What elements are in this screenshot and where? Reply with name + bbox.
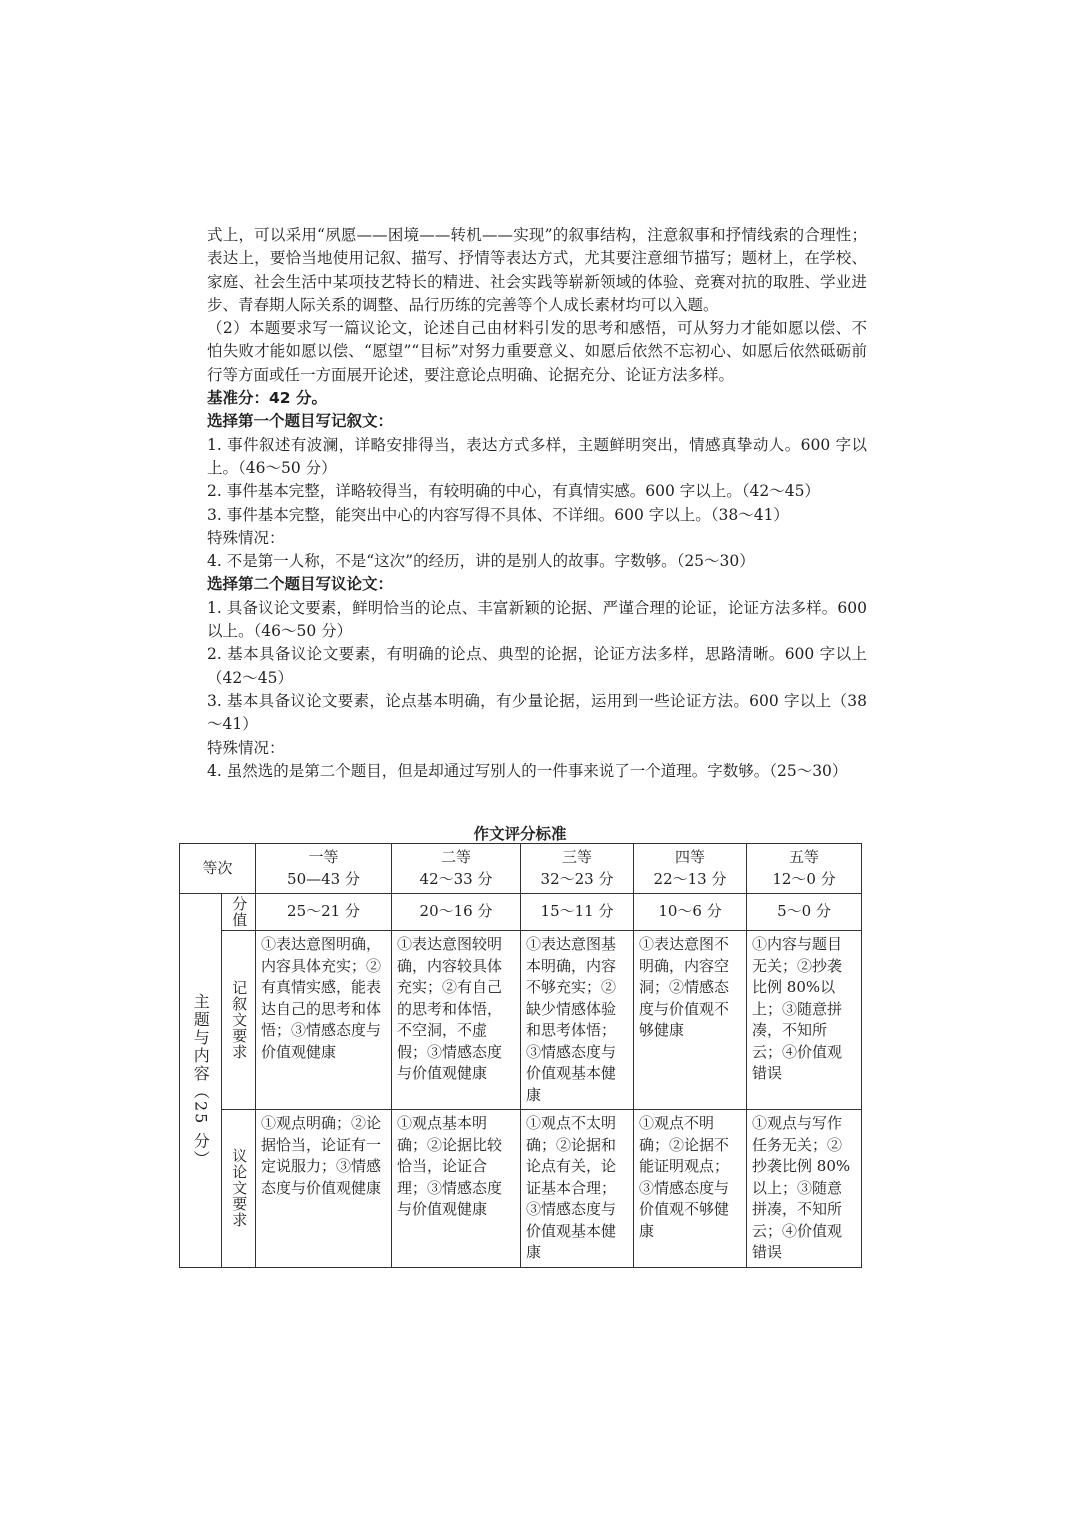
narrative-item-3: 3. 事件基本完整，能突出中心的内容写得不具体、不详细。600 字以上。（38～41） (207, 505, 789, 524)
argument-req-cell: ①观点不太明确；②论据和论点有关，论证基本合理；③情感态度与价值观基本健康 (521, 1110, 634, 1268)
grade-cell (634, 844, 747, 894)
side-label: 主题与内容（25 分） (191, 992, 211, 1168)
argument-req-row (180, 1110, 862, 1268)
score-cell: 20～16 分 (392, 894, 521, 931)
grade-cell (747, 844, 862, 894)
narrative-special-item: 4. 不是第一人称，不是“这次”的经历，讲的是别人的故事。字数够。（25～30） (207, 552, 755, 571)
argument-req-cell: ①观点基本明确；②论据比较恰当，论证合理；③情感态度与价值观健康 (392, 1110, 521, 1268)
grade-range: 42～33 分 (419, 869, 493, 888)
narrative-special-label: 特殊情况： (207, 528, 285, 547)
grade-name: 一等 (308, 848, 339, 866)
grade-cell (392, 844, 521, 894)
argument-special-item: 4. 虽然选的是第二个题目，但是却通过写别人的一件事来说了一个道理。字数够。（25～30） (207, 761, 848, 780)
grade-range: 22～13 分 (653, 869, 727, 888)
score-cell: 10～6 分 (634, 894, 747, 931)
narrative-item-1: 1. 事件叙述有波澜，详略安排得当，表达方式多样，主题鲜明突出，情感真挚动人。600 字以上。（46～50 分） (207, 435, 867, 477)
grade-range: 32～23 分 (540, 869, 614, 888)
score-label-cell (222, 894, 256, 931)
score-cell: 5～0 分 (747, 894, 862, 931)
grade-name: 三等 (562, 848, 593, 866)
text-block (207, 224, 867, 783)
argument-req-cell: ①观点与写作任务无关；②抄袭比例 80%以上；③随意拼凑，不知所云；④价值观错误 (747, 1110, 862, 1268)
narrative-req-cell: ①表达意图较明确，内容较具体充实；②有自己的思考和体悟，不空洞，不虚假；③情感态度与价值观健康 (392, 931, 521, 1110)
grade-cell (521, 844, 634, 894)
grade-header-cell (180, 844, 256, 894)
narrative-label-cell (222, 931, 256, 1110)
base-score: 基准分：42 分。 (207, 389, 327, 408)
grading-table (179, 843, 862, 1268)
narrative-req-cell: ①表达意图明确，内容具体充实；②有真情实感，能表达自己的思考和体悟；③情感态度与价值观健康 (256, 931, 392, 1110)
argument-req-cell: ①观点不明确；②论据不能证明观点；③情感态度与价值观不够健康 (634, 1110, 747, 1268)
argument-item-2: 2. 基本具备议论文要素，有明确的论点、典型的论据，论证方法多样，思路清晰。600 字以上（42～45） (207, 645, 867, 687)
argument-item-1: 1. 具备议论文要素，鲜明恰当的论点、丰富新颖的论据、严谨合理的论证，论证方法多样。600 以上。（46～50 分） (207, 598, 867, 641)
score-label: 分值 (230, 896, 249, 928)
side-label-cell (180, 894, 222, 1268)
narrative-req-label: 记叙文要求 (230, 980, 249, 1060)
grade-name: 二等 (441, 848, 472, 866)
score-cell: 25～21 分 (256, 894, 392, 931)
grade-range: 50—43 分 (287, 869, 360, 888)
paragraph-argument-task: （2）本题要求写一篇议论文，论述自己由材料引发的思考和感悟，可从努力才能如愿以偿、不怕失败才能如愿以偿、“愿望”“目标”对努力重要意义、如愿后依然不忘初心、如愿后依然砥砺前行等方面或任一方面展开论述，要注意论点明确、论据充分、论证方法多样。 (207, 319, 867, 384)
narrative-heading: 选择第一个题目写记叙文： (207, 412, 394, 431)
grade-header-row (180, 844, 862, 894)
narrative-item-2: 2. 事件基本完整，详略较得当，有较明确的中心，有真情实感。600 字以上。（42～45） (207, 482, 820, 501)
grade-header-label: 等次 (202, 858, 233, 877)
score-cell: 15～11 分 (521, 894, 634, 931)
grade-name: 五等 (789, 848, 820, 866)
narrative-req-cell: ①表达意图基本明确，内容不够充实；②缺少情感体验和思考体悟；③情感态度与价值观基本健康 (521, 931, 634, 1110)
argument-req-label: 议论文要求 (230, 1148, 249, 1229)
argument-req-cell: ①观点明确；②论据恰当，论证有一定说服力；③情感态度与价值观健康 (256, 1110, 392, 1268)
argument-special-label: 特殊情况： (207, 738, 285, 757)
argument-heading: 选择第二个题目写议论文： (207, 575, 394, 594)
paragraph-structure: 式上，可以采用“夙愿——困境——转机——实现”的叙事结构，注意叙事和抒情线索的合理性；表达上，要恰当地使用记叙、描写、抒情等表达方式，尤其要注意细节描写；题材上，在学校、家庭、社会生活中某项技艺特长的精进、社会实践等崭新领域的体验、竞赛对抗的取胜、学业进步、青春期人际关系的调整、品行历练的完善等个人成长素材均可以入题。 (207, 226, 867, 314)
narrative-req-row (180, 931, 862, 1110)
narrative-req-cell: ①内容与题目无关；②抄袭比例 80%以上；③随意拼凑，不知所云；④价值观错误 (747, 931, 862, 1110)
grade-cell (256, 844, 392, 894)
argument-item-3: 3. 基本具备议论文要素，论点基本明确，有少量论据，运用到一些论证方法。600 字以上（38～41） (207, 691, 867, 734)
grade-range: 12～0 分 (772, 869, 836, 888)
grade-name: 四等 (675, 848, 706, 866)
score-row (180, 894, 862, 931)
narrative-req-cell: ①表达意图不明确，内容空洞；②情感态度与价值观不够健康 (634, 931, 747, 1110)
table-title: 作文评分标准 (473, 825, 567, 843)
argument-label-cell (222, 1110, 256, 1268)
